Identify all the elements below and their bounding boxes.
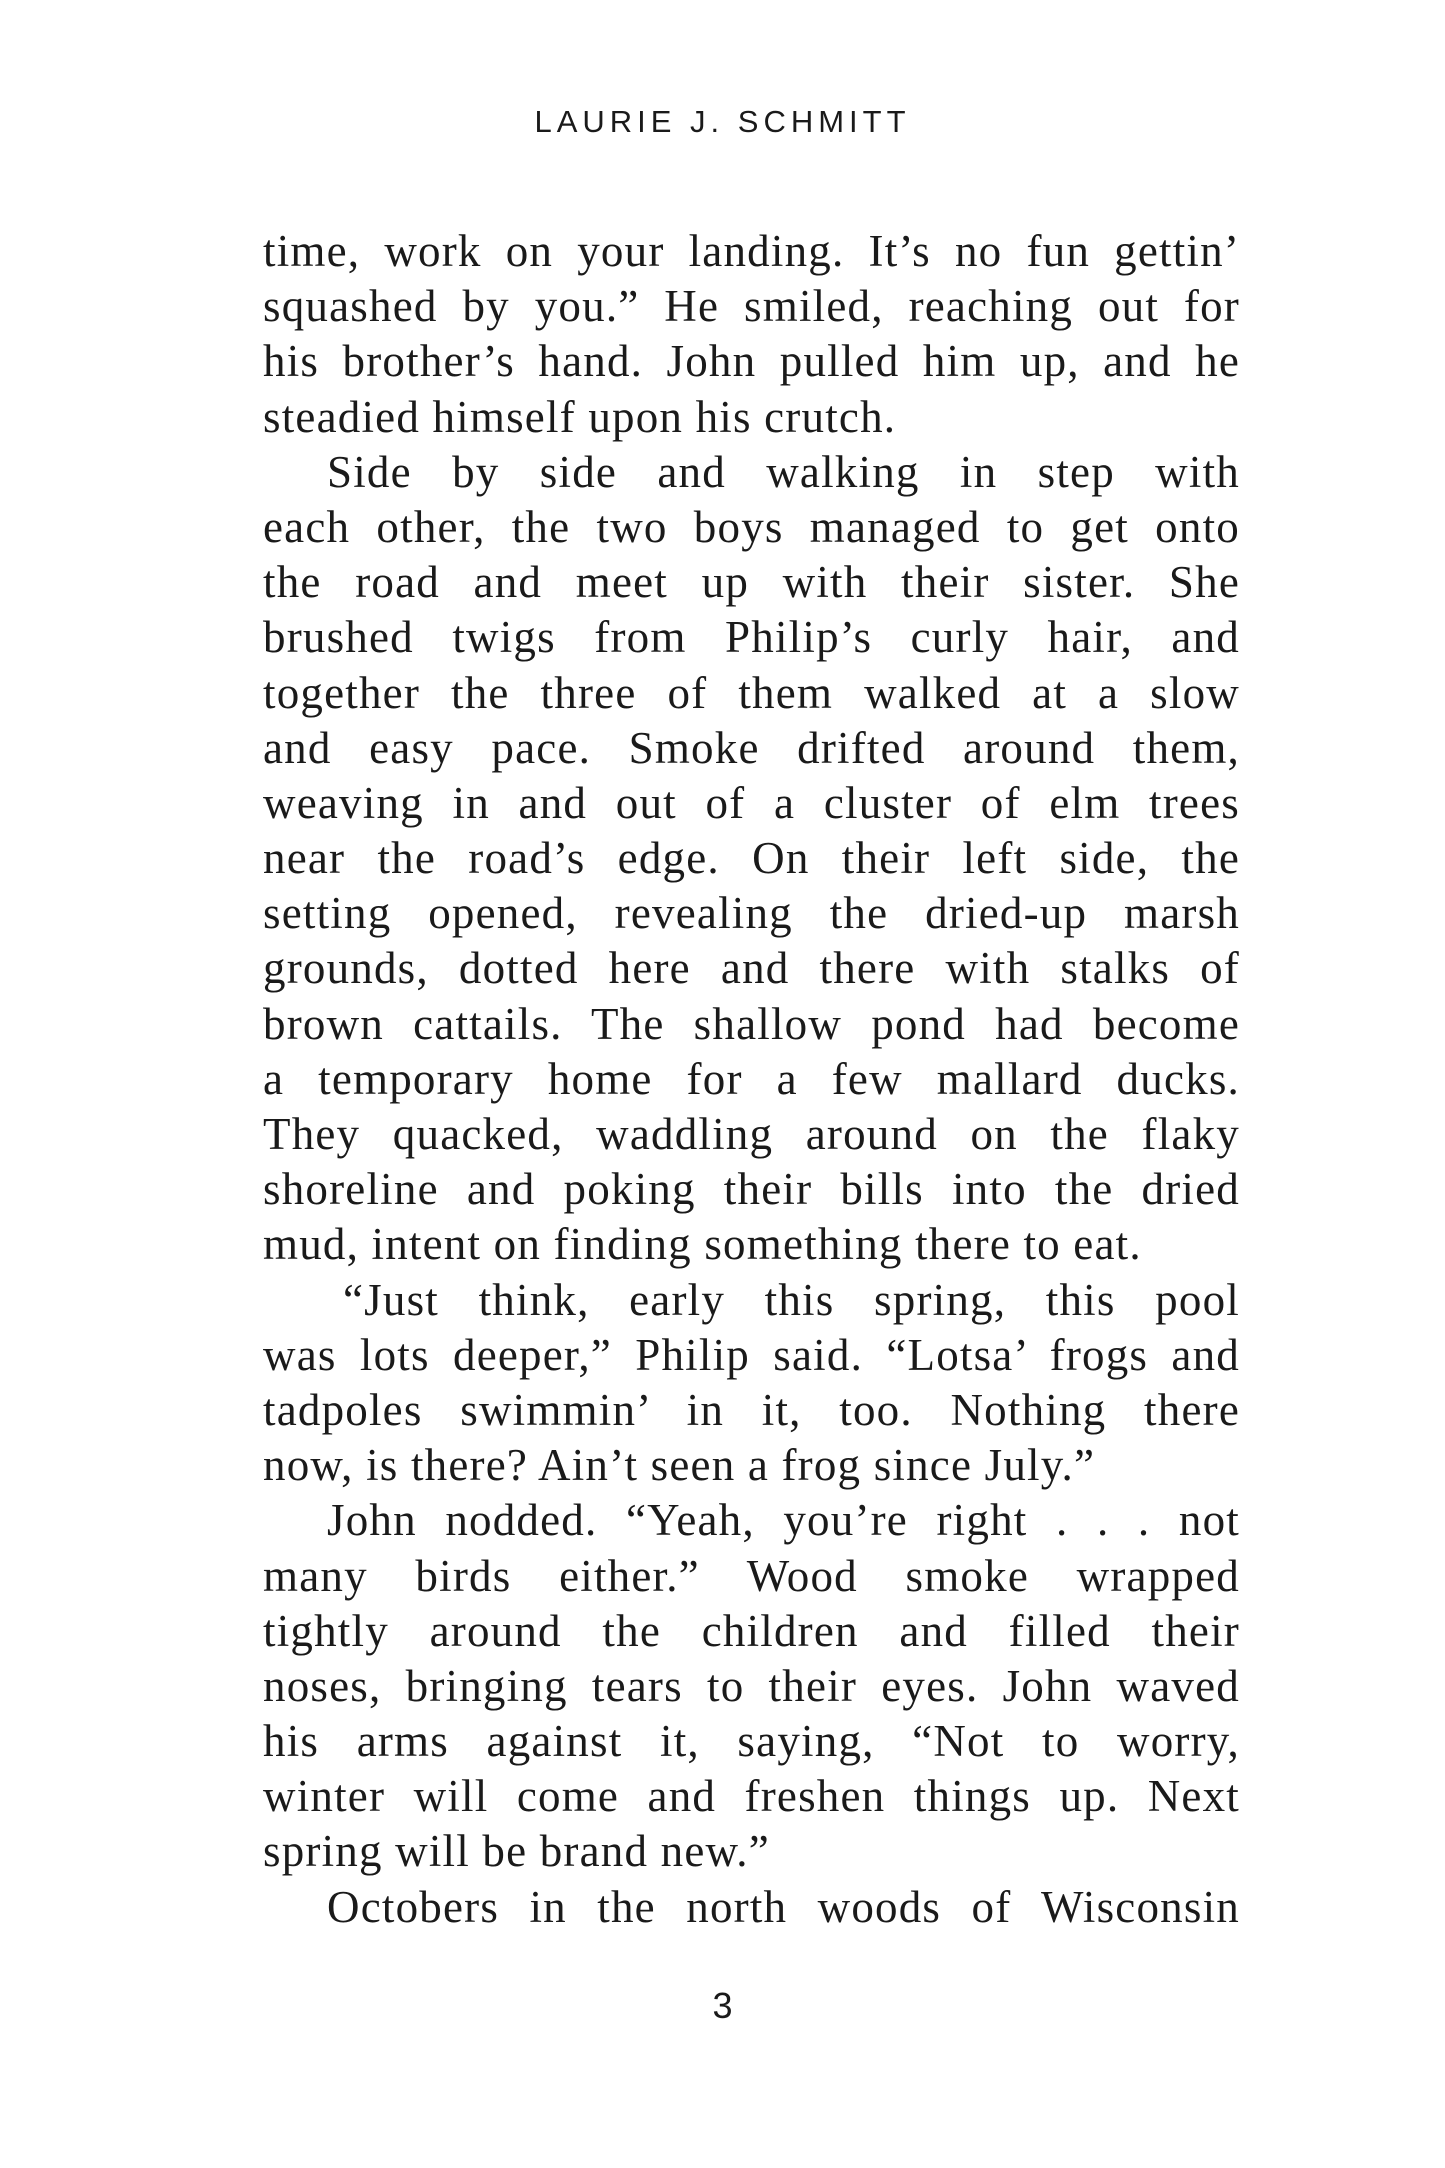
text-line: together the three of them walked at a slow bbox=[263, 667, 1240, 718]
text-line: near the road’s edge. On their left side, the bbox=[263, 833, 1240, 884]
text-line: They quacked, waddling around on the flaky bbox=[263, 1109, 1240, 1159]
text-line: steadied himself upon his crutch. bbox=[263, 391, 897, 442]
text-line: mud, intent on finding something there to eat. bbox=[263, 1219, 1142, 1270]
text-line: tightly around the children and filled their bbox=[263, 1605, 1240, 1656]
text-line: his brother’s hand. John pulled him up, and he bbox=[263, 336, 1240, 387]
text-line: setting opened, revealing the dried-up marsh bbox=[263, 888, 1240, 939]
text-line: each other, the two boys managed to get onto bbox=[263, 501, 1240, 552]
text-line: the road and meet up with their sister. She bbox=[263, 557, 1240, 608]
text-line: squashed by you.” He smiled, reaching out for bbox=[263, 281, 1240, 332]
text-line: “Just think, early this spring, this pool bbox=[343, 1274, 1240, 1325]
text-line: John nodded. “Yeah, you’re right . . . not bbox=[327, 1495, 1240, 1546]
text-line: weaving in and out of a cluster of elm trees bbox=[263, 777, 1240, 828]
text-line: was lots deeper,” Philip said. “Lotsa’ frogs and bbox=[263, 1329, 1240, 1380]
body-text bbox=[263, 224, 1240, 1935]
text-line: tadpoles swimmin’ in it, too. Nothing there bbox=[263, 1384, 1240, 1435]
text-line: spring will be brand new.” bbox=[263, 1826, 770, 1877]
text-line: a temporary home for a few mallard ducks. bbox=[263, 1053, 1240, 1104]
text-line: Octobers in the north woods of Wisconsin bbox=[327, 1881, 1240, 1932]
running-head: LAURIE J. SCHMITT bbox=[534, 104, 911, 139]
text-line: grounds, dotted here and there with stalks of bbox=[263, 943, 1240, 994]
text-line: many birds either.” Wood smoke wrapped bbox=[263, 1550, 1240, 1601]
text-line: and easy pace. Smoke drifted around them, bbox=[263, 722, 1240, 773]
text-line: winter will come and freshen things up. Next bbox=[263, 1771, 1240, 1822]
text-line: time, work on your landing. It’s no fun gettin’ bbox=[263, 226, 1240, 276]
text-line: Side by side and walking in step with bbox=[327, 446, 1240, 497]
text-line: noses, bringing tears to their eyes. John waved bbox=[263, 1660, 1240, 1711]
text-line: brown cattails. The shallow pond had become bbox=[263, 998, 1240, 1049]
text-line: shoreline and poking their bills into the dried bbox=[263, 1164, 1240, 1215]
text-line: brushed twigs from Philip’s curly hair, and bbox=[263, 612, 1240, 663]
text-line: his arms against it, saying, “Not to worry, bbox=[263, 1716, 1240, 1767]
page-number: 3 bbox=[712, 1985, 733, 2026]
text-line: now, is there? Ain’t seen a frog since July.” bbox=[263, 1440, 1096, 1491]
